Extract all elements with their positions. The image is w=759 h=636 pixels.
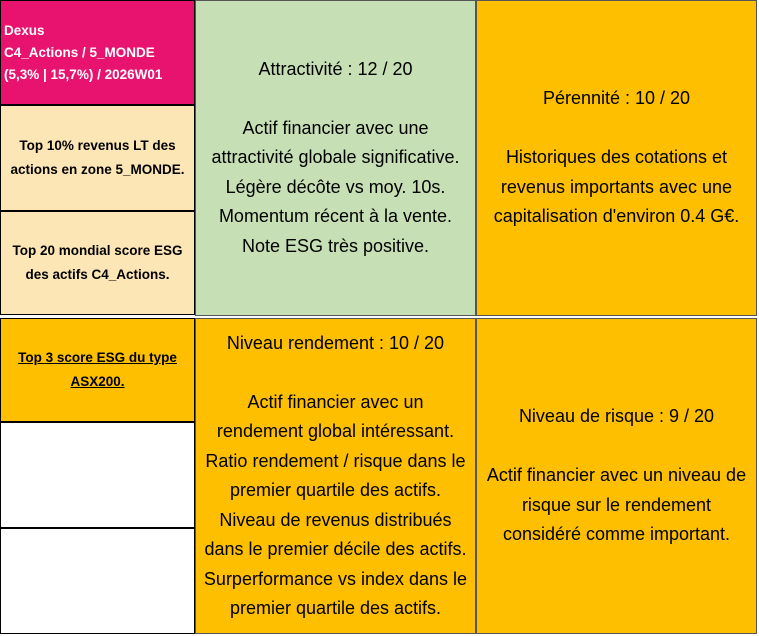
badge-esg-type-line-1[interactable]: Top 3 score ESG du type	[18, 350, 177, 365]
rendement-line: Ratio rendement / risque dans le	[205, 450, 466, 471]
risque-line: risque sur le rendement	[521, 494, 712, 515]
attractivite-panel	[195, 0, 476, 316]
rendement-line: Surperformance vs index dans le	[203, 568, 468, 589]
perennite-title: Pérennité : 10 / 20	[542, 88, 691, 109]
asset-category: C4_Actions / 5_MONDE	[4, 44, 155, 60]
perennite-line: Historiques des cotations et	[505, 147, 728, 168]
badge-revenus	[0, 105, 195, 211]
asset-name: Dexus	[4, 22, 45, 38]
empty-slot-2	[0, 528, 195, 634]
attractivite-line: Actif financier avec une	[242, 117, 429, 138]
rendement-line: premier quartile des actifs.	[229, 598, 442, 618]
badge-revenus-line-2: actions en zone 5_MONDE.	[10, 162, 185, 177]
rendement-line: rendement global intéressant.	[216, 421, 455, 441]
attractivite-line: attractivité globale significative.	[211, 147, 460, 168]
badge-esg-line-1: Top 20 mondial score ESG	[12, 243, 183, 258]
badge-revenus-line-1: Top 10% revenus LT des	[19, 138, 176, 153]
risque-line: Actif financier avec un niveau de	[486, 465, 747, 486]
risque-title: Niveau de risque : 9 / 20	[518, 406, 715, 427]
rendement-title: Niveau rendement : 10 / 20	[226, 332, 445, 353]
rendement-panel	[195, 318, 476, 634]
badge-esg-mondial	[0, 211, 195, 315]
rendement-line: Niveau de revenus distribués	[219, 509, 452, 530]
badge-esg-type[interactable]	[0, 318, 195, 422]
badge-esg-line-2: des actifs C4_Actions.	[25, 267, 170, 282]
risque-line: considéré comme important.	[502, 524, 731, 545]
empty-slot-1	[0, 422, 195, 528]
attractivite-line: Note ESG très positive.	[241, 235, 430, 256]
perennite-line: capitalisation d'environ 0.4 G€.	[493, 206, 740, 227]
badge-esg-type-line-2[interactable]: ASX200.	[70, 374, 125, 389]
perennite-line: revenus importants avec une	[500, 176, 733, 197]
rendement-line: premier quartile des actifs.	[229, 480, 442, 500]
asset-header	[0, 0, 195, 105]
rendement-line: Actif financier avec un	[247, 391, 424, 412]
asset-returns: (5,3% | 15,7%) / 2026W01	[4, 66, 163, 82]
attractivite-line: Momentum récent à la vente.	[218, 206, 453, 227]
rendement-line: dans le premier décile des actifs.	[204, 539, 467, 559]
risque-panel	[476, 318, 757, 634]
perennite-panel	[476, 0, 757, 316]
attractivite-line: Légère décôte vs moy. 10s.	[225, 176, 446, 197]
attractivite-title: Attractivité : 12 / 20	[258, 58, 413, 79]
